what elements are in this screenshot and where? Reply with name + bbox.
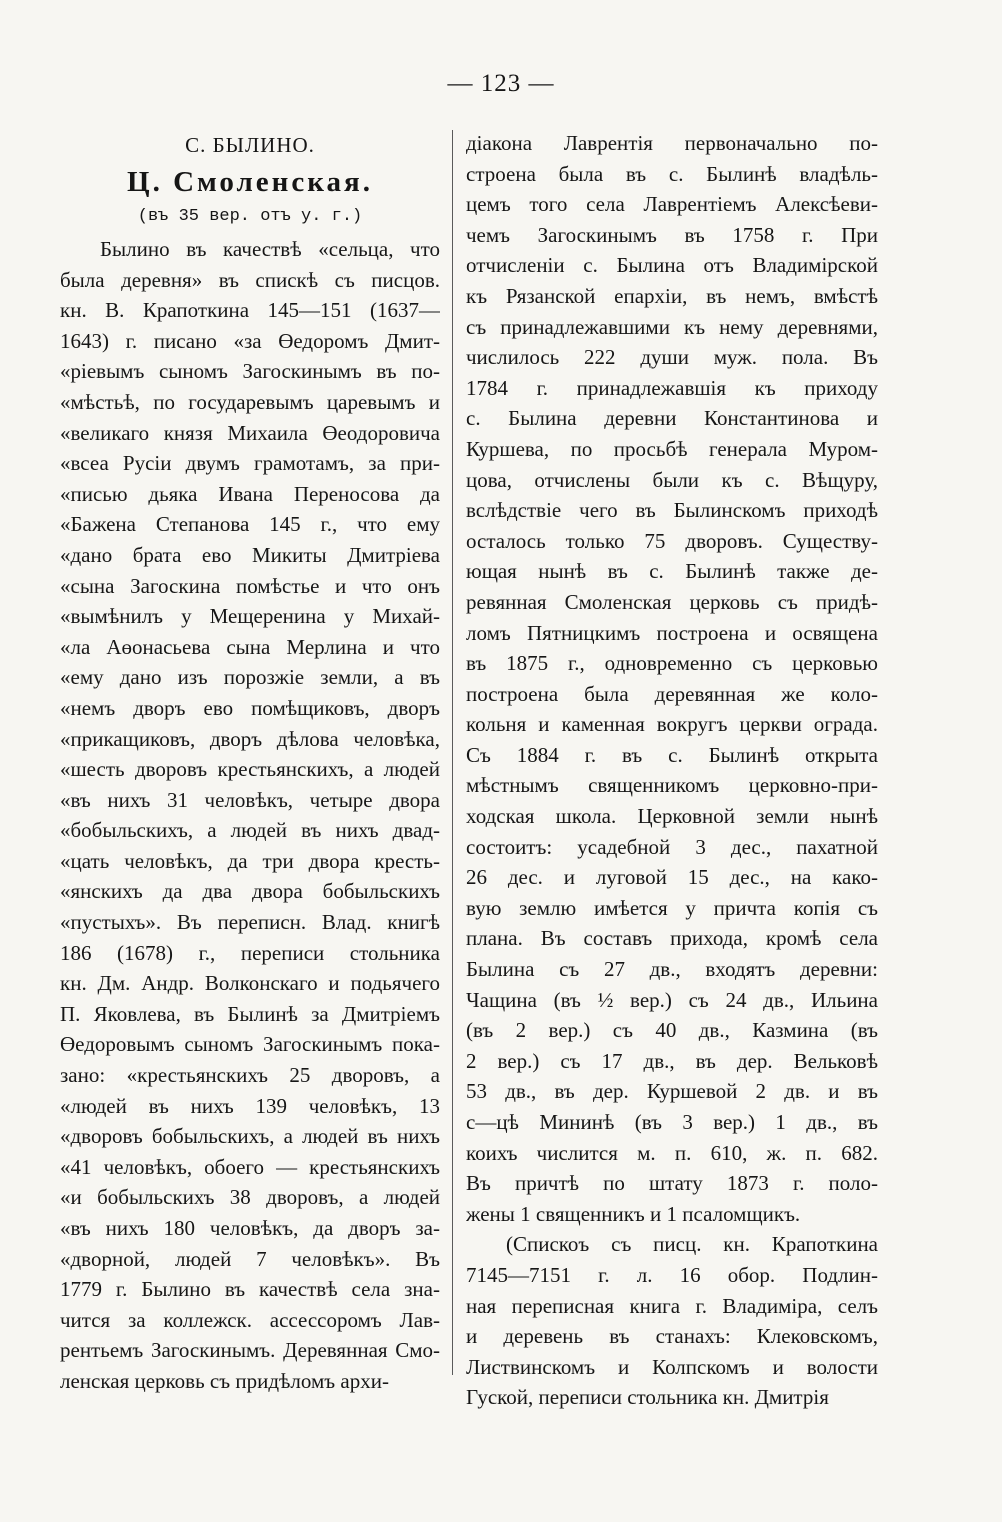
text-line: «прикащиковъ, дворъ дѣлова человѣка, [60, 726, 440, 751]
text-line: Листвинскомъ и Колпскомъ и волости [466, 1354, 878, 1379]
text-line: с—цѣ Мининѣ (въ 3 вер.) 1 дв., въ [466, 1110, 878, 1134]
text-line: «великаго князя Михаила Өеодоровича [60, 420, 440, 445]
text-line: «немъ дворъ ево помѣщиковъ, дворъ [60, 695, 440, 720]
text-line: плана. Въ составъ прихода, кромѣ села [466, 926, 878, 951]
text-line: Өедоровымъ сыномъ Загоскинымъ пока- [60, 1032, 440, 1057]
text-line: чемъ Загоскинымъ въ 1758 г. При [466, 222, 878, 247]
text-line: вслѣдствіе чего въ Былинскомъ приходѣ [466, 498, 878, 523]
page-number: — 123 — [447, 70, 555, 97]
text-line: 26 дес. и луговой 15 дес., на како- [466, 865, 878, 890]
text-line: 1779 г. Былино въ качествѣ села зна- [60, 1277, 440, 1302]
text-line: строена была въ с. Былинѣ владѣль- [466, 161, 878, 186]
text-line: 7145—7151 г. л. 16 обор. Подлин- [466, 1262, 878, 1287]
text-line: «всеа Русіи двумъ грамотамъ, за при- [60, 451, 440, 476]
text-line: «мѣстьѣ, по государевымъ царевымъ и [60, 389, 440, 414]
text-line: «писью дьяка Ивана Переносова да [60, 481, 440, 506]
text-line: «людей въ нихъ 139 человѣкъ, 13 [60, 1093, 440, 1118]
text-line: 2 вер.) съ 17 дв., въ дер. Вельковѣ [466, 1048, 878, 1073]
text-line: кн. В. Крапоткина 145—151 (1637— [60, 298, 440, 323]
text-line: Былина съ 27 дв., входятъ деревни: [466, 957, 878, 982]
text-line: ревянная Смоленская церковь съ придѣ- [466, 589, 878, 614]
text-line: ходская школа. Церковной земли нынѣ [466, 804, 878, 829]
left-column [60, 128, 440, 1397]
text-line: была деревня» въ спискѣ съ писцов. [60, 267, 440, 292]
text-line: (Спискоъ съ писц. кн. Крапоткина [506, 1232, 878, 1257]
text-line: «ла Аөонасьева сына Мерлина и что [60, 634, 440, 659]
text-line: въ 1875 г., одновременно съ церковью [466, 651, 878, 676]
text-line: «цать человѣкъ, да три двора кресть- [60, 848, 440, 873]
text-line: и деревень въ станахъ: Клековскомъ, [466, 1324, 878, 1349]
text-line: коихъ числится м. п. 610, ж. п. 682. [466, 1140, 878, 1165]
text-line: 53 дв., въ дер. Куршевой 2 дв. и въ [466, 1079, 878, 1104]
village-heading: С. БЫЛИНО. [185, 133, 315, 157]
text-line: «Бажена Степанова 145 г., что ему [60, 512, 440, 537]
text-line: Въ причтѣ по штату 1873 г. поло- [466, 1171, 878, 1196]
text-line: чится за коллежск. ассессоромъ Лав- [60, 1307, 440, 1332]
text-line: ломъ Пятницкимъ построена и освящена [466, 620, 878, 645]
text-line: 186 (1678) г., переписи стольника [60, 940, 440, 965]
text-line: «пустыхъ». Въ переписн. Влад. книгѣ [60, 910, 440, 935]
text-line: къ Рязанской епархіи, въ немъ, вмѣстѣ [466, 283, 878, 308]
text-line: кн. Дм. Андр. Волконскаго и подьячего [60, 971, 440, 996]
column-divider [452, 130, 453, 1375]
text-line: «сына Загоскина помѣстье и что онъ [60, 573, 440, 598]
text-line: «41 человѣкъ, обоего — крестьянскихъ [60, 1154, 440, 1179]
text-line: «ріевымъ сыномъ Загоскинымъ въ по- [60, 359, 440, 384]
text-line: 1784 г. принадлежавшія къ приходу [466, 375, 878, 400]
text-line: ная переписная книга г. Владиміра, селъ [466, 1293, 878, 1318]
church-heading: Ц. Смоленская. [127, 166, 373, 198]
text-line: «дворной, людей 7 человѣкъ». Въ [60, 1246, 440, 1271]
text-line: діакона Лаврентія первоначально по- [466, 131, 878, 155]
text-line: построена была деревянная же коло- [466, 681, 878, 706]
right-column [466, 128, 878, 1413]
text-line: Чащина (въ ½ вер.) съ 24 дв., Ильина [466, 987, 878, 1012]
text-line: «въ нихъ 180 человѣкъ, да дворъ за- [60, 1216, 440, 1240]
text-line: (въ 2 вер.) съ 40 дв., Казмина (въ [466, 1018, 878, 1043]
text-line: вую землю имѣется у причта копія съ [466, 895, 878, 920]
text-line: «дано брата ево Микиты Дмитріева [60, 542, 440, 567]
text-line: ющая нынѣ въ с. Былинѣ также де- [466, 559, 878, 584]
text-line: числилось 222 души муж. пола. Въ [466, 345, 878, 370]
text-line: состоитъ: усадебной 3 дес., пахатной [466, 834, 878, 859]
left-column-text [60, 234, 440, 1397]
text-line: осталось только 75 дворовъ. Существу- [466, 528, 878, 553]
text-line: «и бобыльскихъ 38 дворовъ, а людей [60, 1185, 440, 1210]
text-line: с. Былина деревни Константинова и [466, 406, 878, 431]
text-line: «вымѣнилъ у Мещеренина у Михай- [60, 604, 440, 629]
text-line: Былино въ качествѣ «сельца, что [100, 237, 440, 261]
text-line: мѣстнымъ священникомъ церковно-при- [466, 773, 878, 798]
text-line: цова, отчислены были къ с. Вѣщуру, [466, 467, 878, 492]
text-line: Куршева, по просьбѣ генерала Муром- [466, 436, 878, 461]
text-line: зано: «крестьянскихъ 25 дворовъ, а [60, 1063, 440, 1088]
text-line: отчисленіи с. Былина отъ Владимірской [466, 253, 878, 278]
text-line: ленская церковь съ придѣломъ архи- [60, 1368, 389, 1393]
text-line: «дворовъ бобыльскихъ, а людей въ нихъ [60, 1124, 440, 1149]
text-line: жены 1 священникъ и 1 псаломщикъ. [466, 1201, 801, 1226]
text-line: Съ 1884 г. въ с. Былинѣ открыта [466, 742, 878, 767]
text-line: Гуской, переписи стольника кн. Дмитрія [466, 1385, 829, 1410]
text-line: «янскихъ да два двора бобыльскихъ [60, 879, 440, 904]
text-line: рентьемъ Загоскинымъ. Деревянная Смо- [60, 1338, 440, 1363]
text-line: цемъ того села Лаврентіемъ Алексѣеви- [466, 192, 878, 217]
text-line: «шесть дворовъ крестьянскихъ, а людей [60, 757, 440, 782]
text-line: «въ нихъ 31 человѣкъ, четыре двора [60, 787, 440, 812]
distance-note: (въ 35 вер. отъ у. г.) [137, 207, 363, 226]
right-column-text [466, 128, 878, 1413]
text-line: «ему дано изъ порозжіе земли, а въ [60, 665, 440, 690]
text-line: «бобыльскихъ, а людей въ нихъ двад- [60, 818, 440, 843]
text-line: кольня и каменная вокругъ церкви ограда. [466, 712, 878, 737]
text-line: П. Яковлева, въ Былинѣ за Дмитріемъ [60, 1001, 440, 1026]
text-line: 1643) г. писано «за Өедоромъ Дмит- [60, 328, 440, 353]
text-line: съ принадлежавшими къ нему деревнями, [466, 314, 878, 339]
